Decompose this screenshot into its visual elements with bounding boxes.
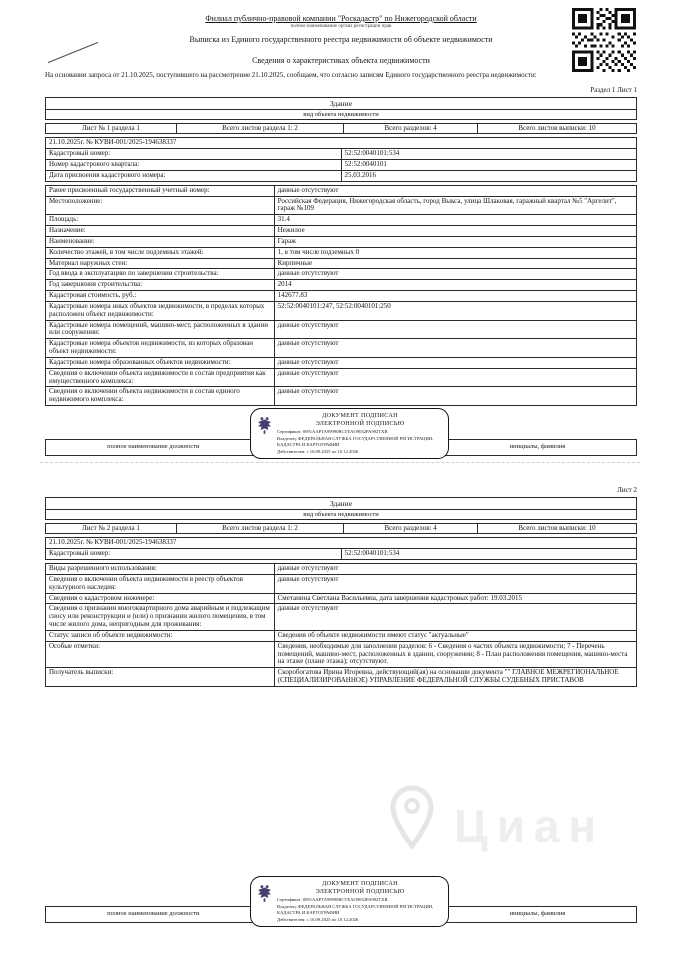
cadastral-id-table bbox=[45, 137, 637, 181]
row-label: Кадастровые номера помещений, машино-мест, расположенных в здании или сооружении: bbox=[46, 320, 275, 339]
row-value: данные отсутствуют bbox=[274, 368, 636, 387]
meta-sheets-total: Всего листов выписки: 10 bbox=[477, 523, 636, 534]
stamp-title-2: ЭЛЕКТРОННОЙ ПОДПИСЬЮ bbox=[315, 888, 405, 895]
cian-watermark-text: Циан bbox=[454, 800, 606, 852]
sheet-1 bbox=[45, 0, 637, 480]
row-label: Сведения о включении объекта недвижимости в состав единого недвижимого комплекса: bbox=[46, 387, 275, 406]
signature-name-label: инициалы, фамилия bbox=[509, 443, 566, 451]
row-label: Номер кадастрового квартала: bbox=[46, 160, 342, 171]
kuvi-number: 21.10.2025г. № КУВИ-001/2025-194638337 bbox=[46, 138, 637, 149]
row-label: Виды разрешенного использования: bbox=[46, 564, 275, 575]
row-value: Гараж bbox=[274, 236, 636, 247]
digital-signature-stamp bbox=[250, 408, 449, 459]
row-label: Кадастровый номер: bbox=[46, 549, 342, 560]
row-label: Назначение: bbox=[46, 226, 275, 237]
row-label: Кадастровые номера иных объектов недвижимости, в пределах которых расположен объект недвижимости: bbox=[46, 301, 275, 320]
additional-info-table bbox=[45, 563, 637, 687]
row-value: данные отсутствуют bbox=[274, 387, 636, 406]
row-value: 1, в том числе подземных 0 bbox=[274, 247, 636, 258]
signature-name-label: инициалы, фамилия bbox=[509, 910, 566, 917]
kuvi-number: 21.10.2025г. № КУВИ-001/2025-194638337 bbox=[46, 538, 637, 549]
row-label: Кадастровый номер: bbox=[46, 149, 342, 160]
row-label: Местоположение: bbox=[46, 196, 275, 215]
row-value: 52:52:0040101 bbox=[341, 160, 637, 171]
object-characteristics-table bbox=[45, 185, 637, 406]
section-title: Сведения о характеристиках объекта недвижимости bbox=[252, 56, 430, 65]
sheet-meta-table-2 bbox=[45, 523, 637, 535]
row-label: Количество этажей, в том числе подземных этажей: bbox=[46, 247, 275, 258]
row-label: Дата присвоения кадастрового номера: bbox=[46, 170, 342, 181]
meta-section-sheets: Всего листов раздела 1: 2 bbox=[176, 123, 343, 134]
object-kind-caption: вид объекта недвижимости bbox=[46, 510, 637, 519]
meta-section-sheets: Всего листов раздела 1: 2 bbox=[176, 523, 343, 534]
row-value: Сметанина Светлана Васильевна, дата завершения кадастровых работ: 19.03.2015 bbox=[274, 593, 636, 604]
row-value: Скоробогатова Ирина Игоревна, действующий(ая) на основании документа "" ГЛАВНОЕ МЕЖРЕГИОНАЛЬНОЕ (СПЕЦИАЛИЗИРОВАННОЕ) УПРАВЛЕНИЕ ФЕДЕРАЛЬНОЙ СЛУЖБЫ СУДЕБНЫХ ПРИСТАВОВ bbox=[274, 668, 636, 687]
stamp-title-1: ДОКУМЕНТ ПОДПИСАН bbox=[322, 880, 398, 887]
row-label: Сведения о включении объекта недвижимости в состав предприятия как имущественного комплекса: bbox=[46, 368, 275, 387]
row-value: 52:52:0040101:534 bbox=[341, 149, 637, 160]
stamp-validity: Действителен: с 16.09.2025 по 10.12.2026 bbox=[277, 449, 359, 455]
row-value: 52:52:0040101:534 bbox=[341, 549, 637, 560]
row-label: Получатель выписки: bbox=[46, 668, 275, 687]
row-label: Ранее присвоенный государственный учетный номер: bbox=[46, 185, 275, 196]
row-label: Сведения о включении объекта недвижимости в реестр объектов культурного наследия: bbox=[46, 574, 275, 593]
digital-signature-stamp-bottom bbox=[250, 876, 449, 927]
stamp-certificate: Сертификат: 0091AAPTA99990BCTEAO9032PA992TXB bbox=[277, 896, 388, 902]
sheet-2-label: Лист 2 bbox=[617, 486, 637, 494]
stamp-validity: Действителен: с 16.09.2025 по 10.12.2026 bbox=[277, 917, 359, 923]
signature-position-label: полное наименование должности bbox=[46, 440, 262, 455]
state-emblem-icon bbox=[255, 414, 274, 438]
row-value: данные отсутствуют bbox=[274, 357, 636, 368]
document-header bbox=[45, 0, 637, 44]
object-kind-table-2 bbox=[45, 497, 637, 520]
org-name: Филиал публично-правовой компании "Роскадастр" по Нижегородской области bbox=[205, 14, 477, 23]
row-label: Статус записи об объекте недвижимости: bbox=[46, 630, 275, 641]
stamp-owner: Владелец: ФЕДЕРАЛЬНАЯ СЛУЖБА ГОСУДАРСТВЕННОЙ РЕГИСТРАЦИИ, КАДАСТРА И КАРТОГРАФИИ bbox=[277, 903, 434, 915]
meta-sections-total: Всего разделов: 4 bbox=[344, 123, 478, 134]
row-label: Сведения о признании многоквартирного дома аварийным и подлежащим сносу или реконструкции и (или) о признании жилого помещения, в том числе жилого дома, непригодным для проживания: bbox=[46, 604, 275, 630]
row-label: Площадь: bbox=[46, 215, 275, 226]
row-value: данные отсутствуют bbox=[274, 564, 636, 575]
row-value: данные отсутствуют bbox=[274, 574, 636, 593]
row-value: 2014 bbox=[274, 280, 636, 291]
sheet-2 bbox=[45, 486, 637, 687]
row-value: данные отсутствуют bbox=[274, 320, 636, 339]
object-kind-table bbox=[45, 97, 637, 120]
row-value: Кирпичные bbox=[274, 258, 636, 269]
stamp-title-1: ДОКУМЕНТ ПОДПИСАН bbox=[322, 412, 398, 420]
stamp-title-2: ЭЛЕКТРОННОЙ ПОДПИСЬЮ bbox=[315, 420, 405, 428]
row-label: Наименование: bbox=[46, 236, 275, 247]
signature-area-bottom bbox=[45, 872, 637, 952]
row-value: данные отсутствуют bbox=[274, 604, 636, 630]
row-label: Кадастровые номера образованных объектов недвижимости: bbox=[46, 357, 275, 368]
row-value: 52:52:0040101:247, 52:52:0040101:250 bbox=[274, 301, 636, 320]
org-caption: полное наименование органа регистрации прав bbox=[290, 24, 392, 29]
state-emblem-icon bbox=[255, 882, 274, 906]
meta-sections-total: Всего разделов: 4 bbox=[344, 523, 478, 534]
signature-position-label: полное наименование должности bbox=[46, 907, 262, 922]
row-label: Кадастровые номера объектов недвижимости, из которых образован объект недвижимости: bbox=[46, 339, 275, 358]
object-kind: Здание bbox=[46, 498, 637, 510]
request-basis-text: На основании запроса от 21.10.2025, поступившего на рассмотрение 21.10.2025, сообщаем, что согласно записям Единого государственного реестра недвижимости: bbox=[45, 71, 537, 79]
row-value: 31.4 bbox=[274, 215, 636, 226]
meta-sheets-total: Всего листов выписки: 10 bbox=[477, 123, 636, 134]
cian-pin-icon bbox=[386, 784, 438, 854]
cian-watermark bbox=[386, 784, 605, 854]
row-label: Год ввода в эксплуатацию по завершении строительства: bbox=[46, 269, 275, 280]
scan-artifact-line bbox=[40, 462, 640, 463]
object-kind: Здание bbox=[46, 98, 637, 110]
cadastral-id-table-2 bbox=[45, 537, 637, 560]
document-title: Выписка из Единого государственного реестра недвижимости об объекте недвижимости bbox=[189, 35, 493, 44]
row-value: Российская Федерация, Нижегородская область, город Выкса, улица Шлаковая, гаражный квартал №5 "Аргелит", гараж №109 bbox=[274, 196, 636, 215]
row-value: Нежилое bbox=[274, 226, 636, 237]
object-kind-caption: вид объекта недвижимости bbox=[46, 110, 637, 119]
row-value: данные отсутствуют bbox=[274, 269, 636, 280]
sheet-meta-table bbox=[45, 123, 637, 135]
row-value: 25.03.2016 bbox=[341, 170, 637, 181]
row-label: Особые отметки: bbox=[46, 641, 275, 667]
stamp-owner: Владелец: ФЕДЕРАЛЬНАЯ СЛУЖБА ГОСУДАРСТВЕННОЙ РЕГИСТРАЦИИ, КАДАСТРА И КАРТОГРАФИИ bbox=[277, 435, 434, 447]
row-value: 142677.83 bbox=[274, 291, 636, 302]
signature-area bbox=[45, 408, 637, 480]
row-value: данные отсутствуют bbox=[274, 185, 636, 196]
row-label: Кадастровая стоимость, руб.: bbox=[46, 291, 275, 302]
row-value: Сведения об объекте недвижимости имеют статус "актуальные" bbox=[274, 630, 636, 641]
row-label: Сведения о кадастровом инженере: bbox=[46, 593, 275, 604]
row-label: Год завершения строительства: bbox=[46, 280, 275, 291]
row-value: данные отсутствуют bbox=[274, 339, 636, 358]
meta-sheet-no: Лист № 1 раздела 1 bbox=[46, 123, 177, 134]
section-sheet-label: Раздел 1 Лист 1 bbox=[590, 86, 637, 94]
meta-sheet-no: Лист № 2 раздела 1 bbox=[46, 523, 177, 534]
row-label: Материал наружных стен: bbox=[46, 258, 275, 269]
stamp-certificate: Сертификат: 0091AAPTA99990BCTEAO9032PA992TXB bbox=[277, 428, 388, 434]
row-value: Сведения, необходимые для заполнения разделов: 6 - Сведения о частях объекта недвижимости; 7 - Перечень помещений, машино-мест, расположенных в здании, сооружении; 8 - План расположения помещения, машино-места на этаже (плане этажа); отсутствуют. bbox=[274, 641, 636, 667]
